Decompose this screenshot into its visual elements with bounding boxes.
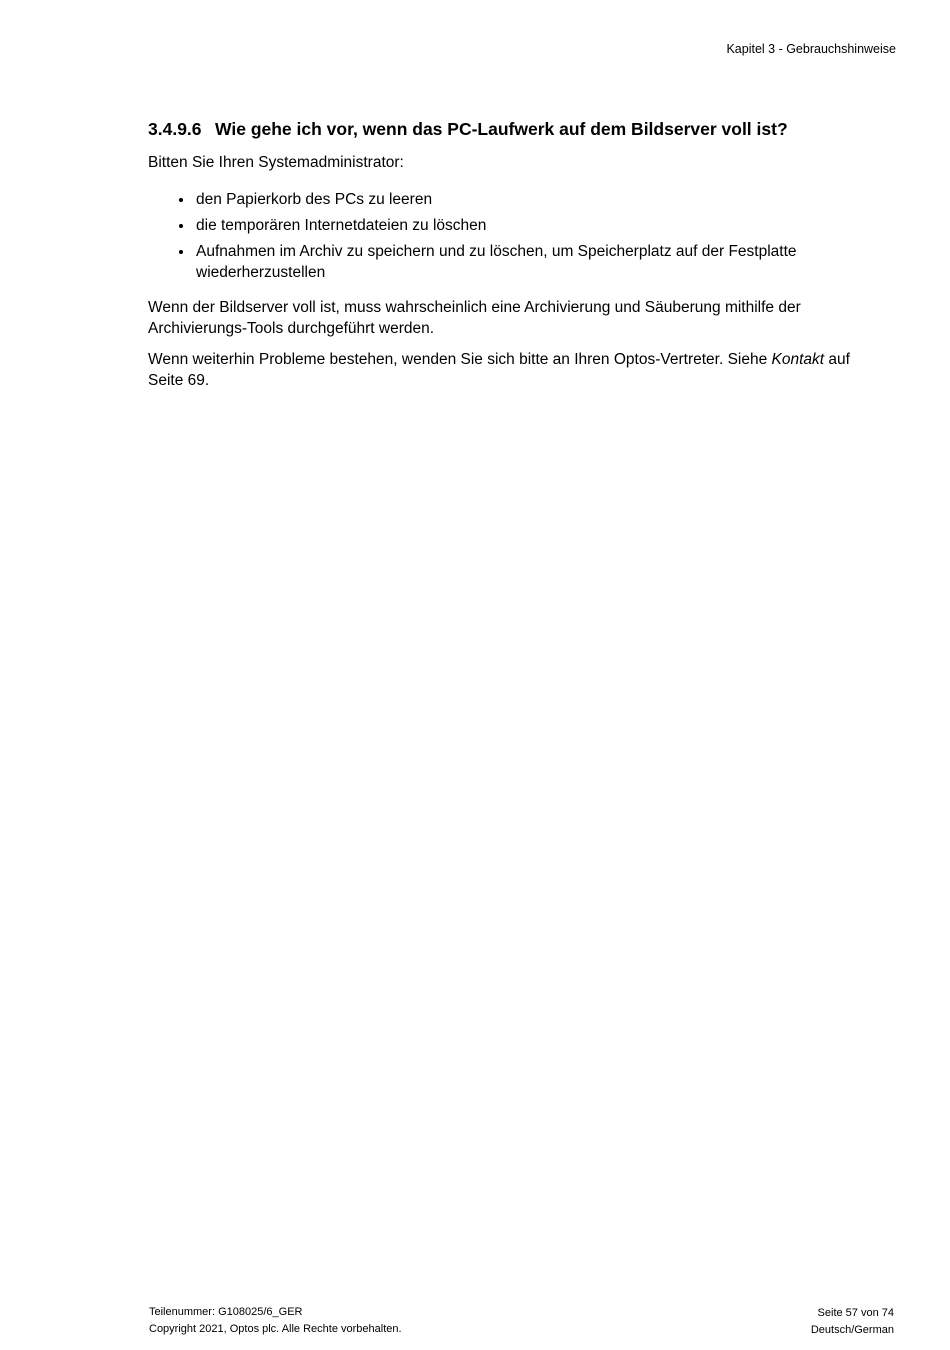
list-item: [148, 189, 868, 210]
body-paragraph: [148, 349, 868, 391]
list-item-text: den Papierkorb des PCs zu leeren: [196, 191, 433, 208]
copyright-notice: Copyright 2021, Optos plc. Alle Rechte vorbehalten.: [149, 1323, 402, 1335]
body-paragraph: Wenn der Bildserver voll ist, muss wahrscheinlich eine Archivierung und Säuberung mithilfe der Archivierungs-Tools durchgeführt werden.: [148, 299, 801, 337]
bullet-icon: [179, 198, 183, 202]
language-label: Deutsch/German: [810, 1324, 894, 1336]
bullet-icon: [179, 224, 183, 228]
intro-text: Bitten Sie Ihren Systemadministrator:: [148, 154, 404, 171]
footer-right: [811, 1305, 894, 1339]
running-header: Kapitel 3 - Gebrauchshinweise: [726, 42, 896, 56]
list-item-text: Aufnahmen im Archiv zu speichern und zu löschen, um Speicherplatz auf der Festplatte wiederherzustellen: [196, 243, 797, 281]
list-item: [148, 215, 868, 236]
section-number: 3.4.9.6: [148, 119, 202, 139]
section-title: Wie gehe ich vor, wenn das PC-Laufwerk auf dem Bildserver voll ist?: [215, 119, 788, 139]
part-number: Teilenummer: G108025/6_GER: [149, 1306, 303, 1318]
paragraph-text: Wenn weiterhin Probleme bestehen, wenden Sie sich bitte an Ihren Optos-Vertreter. Siehe: [148, 351, 772, 368]
main-content: [148, 118, 868, 401]
section-heading: [148, 118, 868, 140]
page-number: Seite 57 von 74: [817, 1307, 894, 1319]
cross-reference-link[interactable]: Kontakt: [771, 351, 825, 368]
list-item-text: die temporären Internetdateien zu löschen: [196, 217, 487, 234]
bullet-icon: [179, 250, 183, 254]
bullet-list: [148, 189, 868, 283]
list-item: [148, 241, 868, 283]
footer-left: [149, 1304, 402, 1338]
paragraph-text: auf Seite 69.: [148, 351, 850, 389]
